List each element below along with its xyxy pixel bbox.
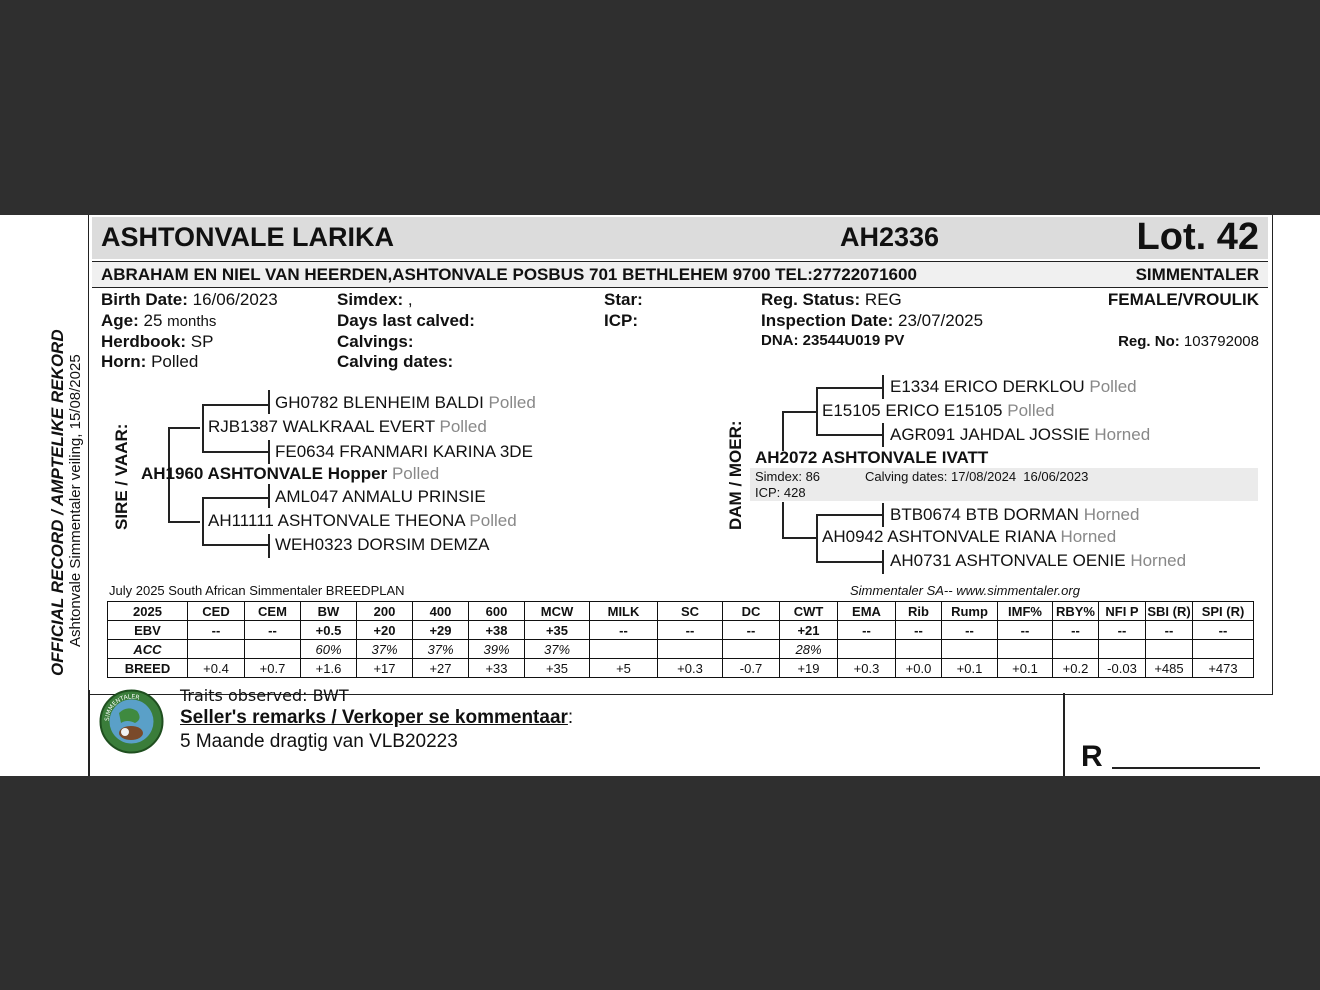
sire-dam-sire: AML047 ANMALU PRINSIE bbox=[275, 487, 486, 506]
lot-number: Lot. 42 bbox=[1136, 216, 1259, 258]
dam-sire-dam: AGR091 JAHDAL JOSSIE Horned bbox=[890, 425, 1151, 444]
breedplan-cell: +0.1 bbox=[998, 659, 1053, 678]
breedplan-cell: -- bbox=[1193, 621, 1254, 640]
dsd-tick bbox=[882, 423, 884, 447]
sire-bracket-top bbox=[168, 427, 200, 429]
breedplan-cell: +35 bbox=[525, 659, 590, 678]
breedplan-cell: +29 bbox=[413, 621, 469, 640]
breedplan-cell bbox=[658, 640, 723, 659]
breedplan-cell: MILK bbox=[590, 602, 658, 621]
frame-left-extension bbox=[88, 690, 90, 776]
breedplan-cell: -- bbox=[658, 621, 723, 640]
remarks-text: 5 Maande dragtig van VLB20223 bbox=[180, 731, 458, 752]
breedplan-cell: -- bbox=[188, 621, 245, 640]
dam-sire-sire: E1334 ERICO DERKLOU Polled bbox=[890, 377, 1137, 396]
dam-sire: E15105 ERICO E15105 Polled bbox=[822, 401, 1055, 420]
breedplan-cell: Rib bbox=[896, 602, 942, 621]
breedplan-cell: 60% bbox=[301, 640, 357, 659]
breedplan-cell bbox=[723, 640, 780, 659]
breedplan-cell bbox=[1193, 640, 1254, 659]
dam-dam-dam: AH0731 ASHTONVALE OENIE Horned bbox=[890, 551, 1187, 570]
breedplan-cell: +20 bbox=[357, 621, 413, 640]
official-record-label: OFFICIAL RECORD / AMPTELIKE REKORD bbox=[48, 329, 67, 676]
breedplan-cell: RBY% bbox=[1053, 602, 1099, 621]
sdd-tick bbox=[268, 534, 270, 558]
breedplan-cell bbox=[1099, 640, 1146, 659]
dna-code: DNA: 23544U019 PV bbox=[761, 332, 905, 349]
breedplan-cell: +27 bbox=[413, 659, 469, 678]
dd-bracket-v bbox=[816, 514, 818, 562]
simdex: Simdex: , bbox=[337, 290, 413, 309]
sire-dam-dam: WEH0323 DORSIM DEMZA bbox=[275, 535, 490, 554]
breedplan-cell bbox=[998, 640, 1053, 659]
breedplan-cell: -- bbox=[723, 621, 780, 640]
breedplan-cell: +1.6 bbox=[301, 659, 357, 678]
dd-bracket-top bbox=[816, 514, 882, 516]
horn-status: Horn: Polled bbox=[101, 352, 199, 371]
breedplan-cell: SBI (R) bbox=[1147, 603, 1191, 619]
ddd-tick bbox=[882, 550, 884, 574]
herdbook: Herdbook: SP bbox=[101, 332, 214, 351]
breedplan-cell: +0.3 bbox=[658, 659, 723, 678]
breedplan-cell: +0.0 bbox=[896, 659, 942, 678]
price-box-left bbox=[1063, 693, 1065, 776]
breedplan-cell: -- bbox=[942, 621, 998, 640]
breedplan-cell: 600 bbox=[469, 602, 525, 621]
sire-label: SIRE / VAAR: bbox=[112, 423, 131, 530]
dd-bracket-bottom bbox=[816, 561, 882, 563]
dam-bottom-v bbox=[782, 502, 784, 538]
sd-bracket-top bbox=[202, 497, 268, 499]
ds-bracket-top bbox=[816, 387, 882, 389]
breedplan-cell: EBV bbox=[108, 621, 188, 640]
dam-top-v bbox=[782, 411, 784, 451]
owner-address: ABRAHAM EN NIEL VAN HEERDEN,ASHTONVALE POSBUS 701 BETHLEHEM 9700 TEL:27722071600 bbox=[101, 265, 917, 284]
traits-observed: Traits observed: BWT bbox=[180, 686, 349, 705]
sds-tick bbox=[268, 484, 270, 508]
remarks-title: Seller's remarks / Verkoper se kommentaar: bbox=[180, 707, 574, 728]
sire-sire: RJB1387 WALKRAAL EVERT Polled bbox=[208, 417, 487, 436]
dam-top-h bbox=[782, 411, 816, 413]
breedplan-cell: 28% bbox=[780, 640, 838, 659]
breedplan-cell: CED bbox=[188, 602, 245, 621]
price-label: R bbox=[1081, 740, 1103, 773]
breedplan-cell: MCW bbox=[525, 602, 590, 621]
breedplan-cell: 37% bbox=[357, 640, 413, 659]
calving-dates: Calving dates: bbox=[337, 352, 454, 371]
breedplan-cell: +0.7 bbox=[245, 659, 301, 678]
breedplan-cell: +17 bbox=[357, 659, 413, 678]
breedplan-cell: -- bbox=[1099, 621, 1146, 640]
breedplan-cell: 400 bbox=[413, 602, 469, 621]
ss-bracket-bottom bbox=[202, 451, 268, 453]
dam-dam-sire: BTB0674 BTB DORMAN Horned bbox=[890, 505, 1140, 524]
breedplan-cell: CWT bbox=[780, 602, 838, 621]
breedplan-cell: -- bbox=[838, 621, 896, 640]
sd-bracket-bottom bbox=[202, 544, 268, 546]
dam-dam: AH0942 ASHTONVALE RIANA Horned bbox=[822, 527, 1117, 546]
sd-bracket-v bbox=[202, 497, 204, 545]
breedplan-cell: 39% bbox=[469, 640, 525, 659]
dss-tick bbox=[882, 375, 884, 399]
breedplan-cell: +485 bbox=[1146, 659, 1193, 678]
animal-id: AH2336 bbox=[840, 222, 940, 252]
breedplan-cell bbox=[1053, 640, 1099, 659]
breedplan-cell: -0.03 bbox=[1099, 659, 1146, 678]
breedplan-cell: +0.1 bbox=[942, 659, 998, 678]
birth-date: Birth Date: 16/06/2023 bbox=[101, 290, 278, 309]
breedplan-cell: 37% bbox=[525, 640, 590, 659]
ss-bracket-v bbox=[202, 404, 204, 452]
breedplan-cell: +5 bbox=[590, 659, 658, 678]
breedplan-row-ebv bbox=[108, 621, 1254, 640]
breedplan-cell: -- bbox=[1053, 621, 1099, 640]
svg-text:SIMMENTALER: SIMMENTALER bbox=[103, 693, 141, 722]
breedplan-cell: -- bbox=[245, 621, 301, 640]
breedplan-title: July 2025 South African Simmentaler BREEDPLAN bbox=[109, 583, 405, 598]
animal-name: ASHTONVALE LARIKA bbox=[101, 222, 395, 252]
breedplan-cell: +0.3 bbox=[838, 659, 896, 678]
breedplan-cell: SPI (R) bbox=[1193, 602, 1254, 621]
breedplan-row-breed bbox=[108, 659, 1254, 678]
breedplan-cell: EMA bbox=[838, 602, 896, 621]
sex: FEMALE/VROULIK bbox=[1107, 290, 1259, 309]
reg-number: Reg. No: 103792008 bbox=[1118, 333, 1259, 350]
breedplan-cell bbox=[590, 640, 658, 659]
breedplan-cell: +33 bbox=[469, 659, 525, 678]
breedplan-cell: -- bbox=[998, 621, 1053, 640]
dam-bottom-h bbox=[782, 537, 816, 539]
breedplan-cell bbox=[1146, 640, 1193, 659]
days-last-calved: Days last calved: bbox=[337, 311, 475, 330]
breedplan-row-headers bbox=[108, 602, 1254, 621]
breedplan-cell: BW bbox=[301, 602, 357, 621]
dam-icp: ICP: 428 bbox=[755, 485, 806, 500]
calvings: Calvings: bbox=[337, 332, 414, 351]
breedplan-website: Simmentaler SA-- www.simmentaler.org bbox=[850, 583, 1080, 598]
breedplan-cell bbox=[188, 640, 245, 659]
breedplan-cell: +0.4 bbox=[188, 659, 245, 678]
breedplan-cell bbox=[942, 640, 998, 659]
sire-name: AH1960 ASHTONVALE Hopper Polled bbox=[141, 464, 440, 483]
breed-name: SIMMENTALER bbox=[1135, 265, 1259, 284]
ss-bracket-top bbox=[202, 404, 268, 406]
breedplan-row-acc bbox=[108, 640, 1254, 659]
reg-status: Reg. Status: REG bbox=[761, 290, 902, 309]
breedplan-cell: ACC bbox=[108, 640, 188, 659]
star: Star: bbox=[604, 290, 643, 309]
price-underline bbox=[1112, 767, 1260, 769]
breedplan-cell bbox=[896, 640, 942, 659]
breedplan-cell bbox=[838, 640, 896, 659]
breedplan-cell: +19 bbox=[780, 659, 838, 678]
sss-tick bbox=[268, 390, 270, 414]
breedplan-cell: -- bbox=[896, 621, 942, 640]
breedplan-cell: Rump bbox=[942, 602, 998, 621]
breedplan-cell bbox=[245, 640, 301, 659]
sire-sire-dam: FE0634 FRANMARI KARINA 3DE bbox=[275, 442, 533, 461]
breedplan-cell: +0.5 bbox=[301, 621, 357, 640]
ds-bracket-v bbox=[816, 387, 818, 435]
society-logo bbox=[99, 689, 164, 754]
breedplan-cell: -- bbox=[590, 621, 658, 640]
breedplan-cell: SC bbox=[658, 602, 723, 621]
breedplan-cell: +473 bbox=[1193, 659, 1254, 678]
breedplan-cell: CEM bbox=[245, 602, 301, 621]
breedplan-cell: BREED bbox=[108, 659, 188, 678]
age: Age: 25 months bbox=[101, 311, 217, 330]
breedplan-cell: 37% bbox=[413, 640, 469, 659]
dds-tick bbox=[882, 503, 884, 527]
inspection-date: Inspection Date: 23/07/2025 bbox=[761, 311, 984, 330]
dam-name: AH2072 ASHTONVALE IVATT bbox=[755, 448, 989, 467]
dam-label: DAM / MOER: bbox=[726, 420, 745, 530]
ds-bracket-bottom bbox=[816, 434, 882, 436]
breedplan-cell: DC bbox=[723, 602, 780, 621]
breedplan-cell: NFI P bbox=[1099, 602, 1146, 621]
breedplan-cell: -- bbox=[1146, 621, 1193, 640]
sire-dam: AH11111 ASHTONVALE THEONA Polled bbox=[208, 511, 517, 530]
sire-bracket-bottom bbox=[168, 521, 200, 523]
breedplan-cell: +0.2 bbox=[1053, 659, 1099, 678]
dam-calving-dates: Calving dates: 17/08/2024 16/06/2023 bbox=[865, 469, 1089, 484]
breedplan-cell: -0.7 bbox=[723, 659, 780, 678]
breedplan-cell: 2025 bbox=[108, 602, 188, 621]
breedplan-cell: +21 bbox=[780, 621, 838, 640]
breedplan-cell: IMF% bbox=[998, 602, 1053, 621]
icp: ICP: bbox=[604, 311, 638, 330]
breedplan-cell: +35 bbox=[525, 621, 590, 640]
breedplan-cell: +38 bbox=[469, 621, 525, 640]
sire-sire-sire: GH0782 BLENHEIM BALDI Polled bbox=[275, 393, 536, 412]
dam-simdex: Simdex: 86 bbox=[755, 469, 821, 484]
sale-caption: Ashtonvale Simmentaler veiling, 15/08/2025 bbox=[67, 354, 84, 647]
breedplan-cell: 200 bbox=[357, 602, 413, 621]
ssd-tick bbox=[268, 440, 270, 464]
breedplan-table bbox=[107, 601, 1254, 678]
